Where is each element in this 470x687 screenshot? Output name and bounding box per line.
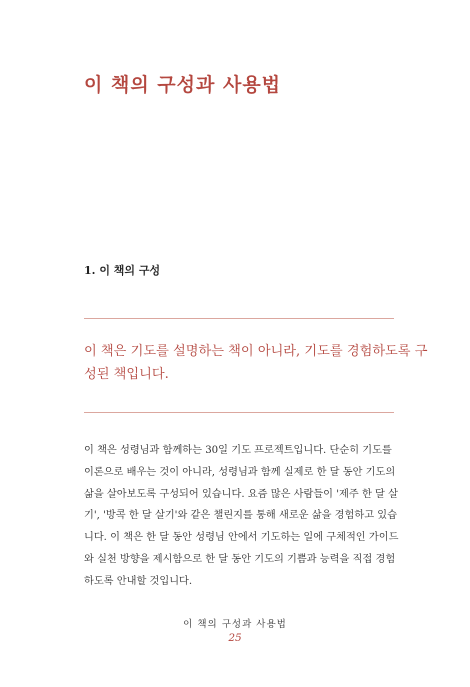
callout-line: 성된 책입니다. bbox=[84, 367, 169, 382]
body-line: 이론으로 배우는 것이 아니라, 성령님과 함께 실제로 한 달 동안 기도의 bbox=[84, 466, 396, 478]
body-line: 이 책은 성령님과 함께하는 30일 기도 프로젝트입니다. 단순히 기도를 bbox=[84, 445, 392, 456]
callout-line: 이 책은 기도를 설명하는 책이 아니라, 기도를 경험하도록 구 bbox=[84, 344, 428, 359]
body-line: 니다. 이 책은 한 달 동안 성령님 안에서 기도하는 일에 구체적인 가이드 bbox=[84, 532, 399, 544]
body-line: 기', '방콕 한 달 살기'와 같은 챌린지를 통해 새로운 삶을 경험하고 있습 bbox=[84, 510, 397, 522]
chapter-title: 이 책의 구성과 사용법 bbox=[84, 74, 282, 96]
callout-bottom-rule bbox=[84, 412, 394, 413]
body-line: 삶을 살아보도록 구성되어 있습니다. 요즘 많은 사람들이 '제주 한 달 살 bbox=[84, 488, 398, 500]
section-heading: 1. 이 책의 구성 bbox=[84, 264, 161, 277]
body-line: 와 실천 방향을 제시함으로 한 달 동안 기도의 기쁨과 능력을 직접 경험 bbox=[84, 553, 396, 565]
callout-top-rule bbox=[84, 318, 394, 319]
body-line: 하도록 안내할 것입니다. bbox=[84, 575, 193, 587]
running-footer-title: 이 책의 구성과 사용법 bbox=[183, 619, 287, 630]
callout-quote bbox=[84, 340, 428, 386]
body-paragraph bbox=[84, 440, 399, 593]
page-number: 25 bbox=[228, 632, 242, 644]
